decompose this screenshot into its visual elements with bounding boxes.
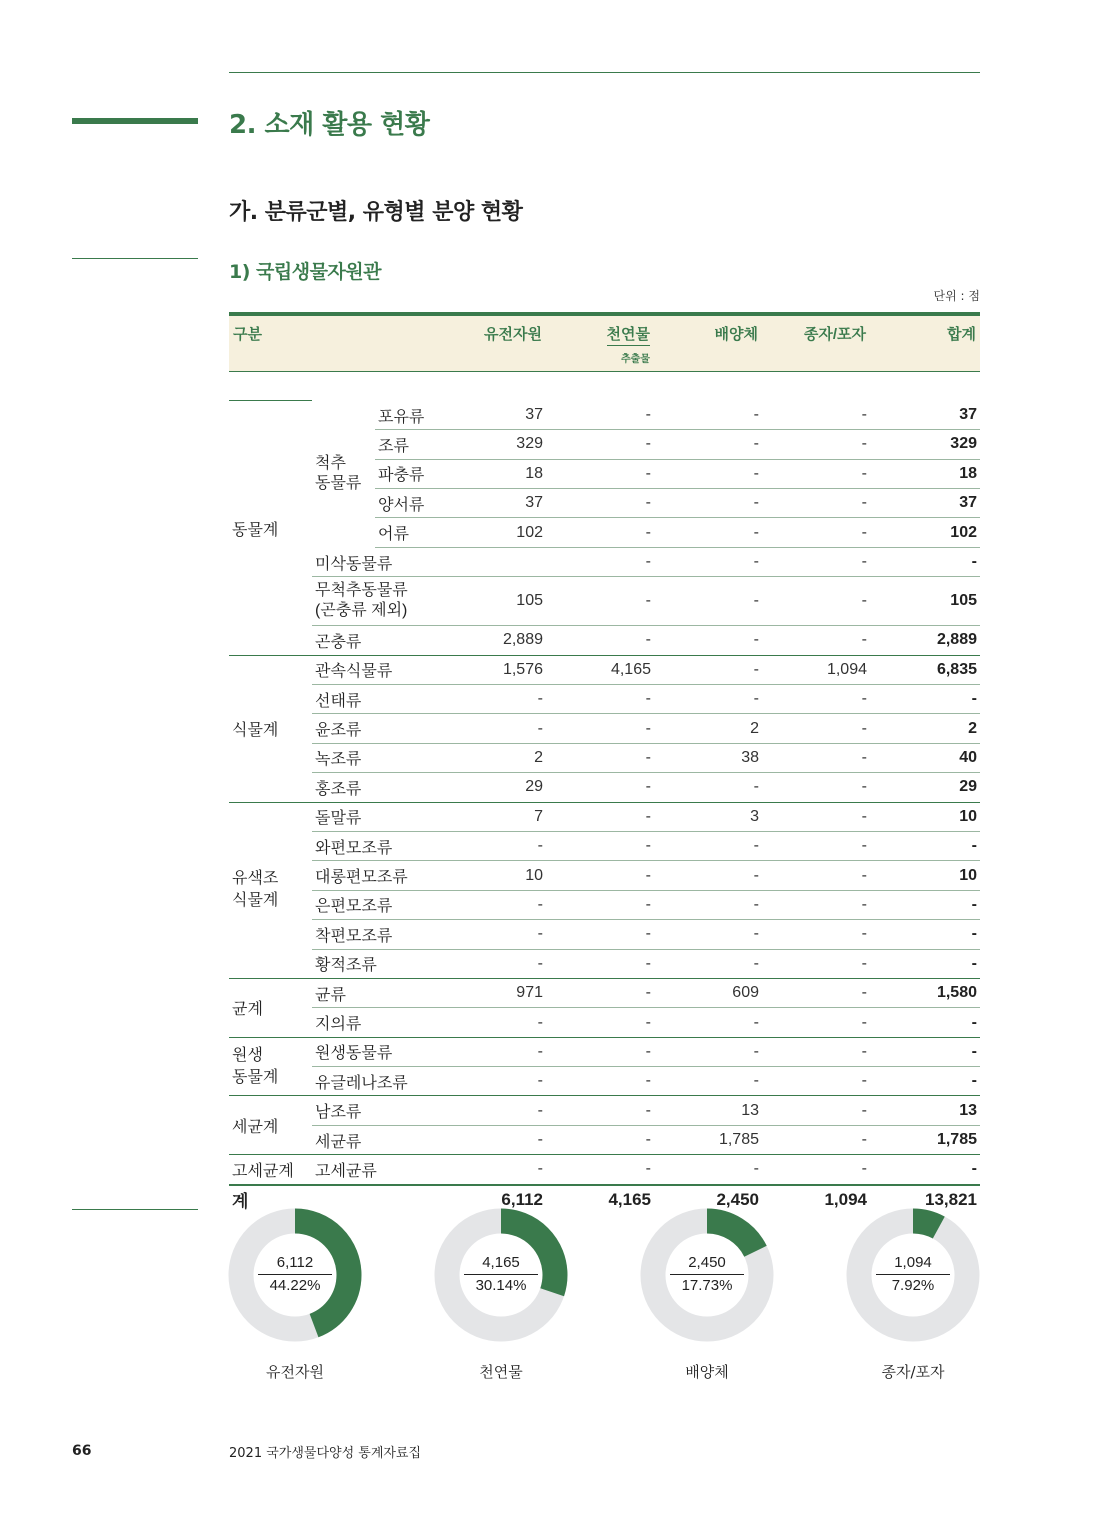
cell-seed: - (762, 890, 870, 919)
table-row (229, 547, 980, 576)
cell-natural: - (546, 1096, 654, 1125)
table-row (229, 1155, 980, 1185)
table-row (229, 978, 980, 1007)
donut-slice (447, 1221, 555, 1329)
cell-total: - (870, 685, 980, 714)
row-label: 곤충류 (312, 626, 438, 655)
row-label: 미삭동물류 (312, 547, 438, 576)
group-animal: 동물계 (229, 401, 312, 655)
donut-value: 4,165 (482, 1254, 520, 1271)
donut-divider (464, 1274, 538, 1275)
donut-percent: 30.14% (475, 1277, 527, 1294)
row-label: 착편모조류 (312, 920, 438, 949)
cell-genetic: 971 (438, 978, 546, 1007)
row-label: 균류 (312, 978, 438, 1007)
cell-genetic: 2,889 (438, 626, 546, 655)
row-label: 고세균류 (315, 1162, 377, 1180)
cell-genetic: 37 (438, 489, 546, 518)
section-accent-bar (72, 118, 198, 124)
cell-natural: - (546, 518, 654, 547)
table-row (229, 577, 980, 626)
group-chromista: 유색조 식물계 (229, 802, 312, 978)
table-row (229, 655, 980, 684)
donut-divider (258, 1274, 332, 1275)
cell-natural: - (546, 714, 654, 743)
cell-total: 1,580 (870, 978, 980, 1007)
row-label: 파충류 (375, 459, 438, 488)
cell-total: 37 (870, 401, 980, 430)
cell-total: 18 (870, 459, 980, 488)
cell-genetic: 37 (438, 401, 546, 430)
cell-natural: - (546, 949, 654, 978)
unit-label: 단위 : 점 (933, 289, 980, 303)
cell-genetic: 105 (438, 577, 546, 626)
cell-seed: - (762, 577, 870, 626)
row-label: 원생동물류 (312, 1037, 438, 1066)
cell-seed: - (762, 547, 870, 576)
cell-culture: - (654, 890, 762, 919)
donut-label: 종자/포자 (881, 1363, 945, 1381)
cell-total: 2 (870, 714, 980, 743)
row-label: 포유류 (375, 401, 438, 430)
total-culture: 2,450 (654, 1185, 762, 1214)
cell-culture: 3 (654, 802, 762, 831)
donut-value: 1,094 (894, 1254, 932, 1271)
cell-natural: - (546, 1008, 654, 1037)
cell-genetic: - (438, 714, 546, 743)
total-seed: 1,094 (762, 1185, 870, 1214)
row-label: 녹조류 (312, 743, 438, 772)
cell-culture: 609 (654, 978, 762, 1007)
row-label: 조류 (375, 430, 438, 459)
cell-seed: - (762, 802, 870, 831)
cell-total: 13 (870, 1096, 980, 1125)
cell-culture: - (654, 430, 762, 459)
cell-culture: - (654, 626, 762, 655)
header-natural (546, 314, 654, 372)
cell-genetic: 29 (438, 773, 546, 802)
cell-natural: - (546, 401, 654, 430)
cell-seed: - (762, 626, 870, 655)
donut-percent: 17.73% (681, 1277, 733, 1294)
donut-natural-svg (434, 1208, 568, 1342)
cell-seed: - (762, 978, 870, 1007)
cell-genetic: 10 (438, 861, 546, 890)
cell-genetic: - (438, 1037, 546, 1066)
cell-natural: - (546, 1125, 654, 1154)
cell-seed: - (762, 1096, 870, 1125)
cell-seed: - (762, 459, 870, 488)
cell-natural: - (546, 802, 654, 831)
donut-label: 유전자원 (266, 1363, 324, 1381)
table-row (229, 1125, 980, 1154)
total-natural: 4,165 (546, 1185, 654, 1214)
row-label: 윤조류 (312, 714, 438, 743)
donut-track (859, 1221, 967, 1329)
cell-culture: 2 (654, 714, 762, 743)
cell-total: - (870, 890, 980, 919)
page-number: 66 (72, 1443, 92, 1459)
cell-culture: - (654, 685, 762, 714)
table-row (229, 401, 980, 430)
row-label: 세균류 (312, 1125, 438, 1154)
cell-seed: 1,094 (762, 655, 870, 684)
donut-percent: 7.92% (891, 1277, 935, 1294)
cell-seed: - (861, 1160, 867, 1178)
row-label: 와편모조류 (312, 831, 438, 860)
cell-seed: - (762, 1125, 870, 1154)
cell-culture: - (654, 949, 762, 978)
cell-total: 40 (870, 743, 980, 772)
cell-natural: - (546, 685, 654, 714)
cell-total: - (870, 920, 980, 949)
donut-divider (670, 1274, 744, 1275)
row-label: 관속식물류 (312, 655, 438, 684)
cell-natural: - (546, 831, 654, 860)
row-label: 무척추동물류 (곤충류 제외) (312, 577, 438, 626)
cell-seed: - (762, 685, 870, 714)
cell-genetic: 7 (438, 802, 546, 831)
donut-seed (846, 1208, 980, 1381)
cell-genetic: - (438, 831, 546, 860)
row-label: 홍조류 (312, 773, 438, 802)
cell-seed: - (762, 401, 870, 430)
cell-culture: - (654, 655, 762, 684)
group-bacteria: 세균계 (229, 1096, 312, 1155)
donut-slice (241, 1221, 349, 1329)
cell-natural: - (546, 1037, 654, 1066)
donut-track (241, 1221, 349, 1329)
cell-total: - (870, 1008, 980, 1037)
donut-label: 배양체 (685, 1363, 729, 1381)
cell-natural: - (546, 1067, 654, 1096)
table-row (229, 1096, 980, 1125)
row-label: 지의류 (312, 1008, 438, 1037)
total-genetic: 6,112 (438, 1185, 546, 1214)
cell-seed: - (762, 518, 870, 547)
cell-genetic: 329 (438, 430, 546, 459)
group-plant: 식물계 (229, 655, 312, 802)
row-label: 돌말류 (312, 802, 438, 831)
cell-genetic: - (438, 685, 546, 714)
donut-genetic (228, 1208, 362, 1381)
cell-culture: - (654, 547, 762, 576)
cell-genetic: 2 (438, 743, 546, 772)
cell-culture: - (654, 401, 762, 430)
group-archaea: 고세균계 (232, 1162, 294, 1180)
cell-total: 29 (870, 773, 980, 802)
cell-seed: - (762, 920, 870, 949)
cell-culture: - (654, 920, 762, 949)
cell-culture: 1,785 (654, 1125, 762, 1154)
cell-seed: - (762, 831, 870, 860)
donut-slice (859, 1221, 967, 1329)
cell-culture: - (654, 861, 762, 890)
side-rule (72, 258, 198, 259)
cell-culture: - (654, 1008, 762, 1037)
cell-natural: - (546, 890, 654, 919)
cell-genetic: - (438, 1067, 546, 1096)
cell-culture: - (654, 577, 762, 626)
header-genetic: 유전자원 (438, 314, 546, 372)
donut-natural (434, 1208, 568, 1381)
table-header-row (229, 314, 980, 372)
cell-genetic: - (438, 920, 546, 949)
cell-total: - (870, 1067, 980, 1096)
header-group: 구분 (229, 314, 438, 372)
cell-total: 1,785 (870, 1125, 980, 1154)
cell-genetic: - (438, 1096, 546, 1125)
group-protozoa: 원생 동물계 (229, 1037, 312, 1096)
cell-total: 329 (870, 430, 980, 459)
cell-natural: - (546, 430, 654, 459)
cell-total: - (971, 1160, 977, 1178)
cell-genetic: 18 (438, 459, 546, 488)
row-label: 어류 (375, 518, 438, 547)
subgroup-vertebrate: 척추 동물류 (315, 455, 362, 493)
cell-culture: - (654, 489, 762, 518)
section-title: 2. 소재 활용 현황 (229, 110, 430, 140)
cell-culture: - (654, 459, 762, 488)
header-seed: 종자/포자 (762, 314, 870, 372)
cell-natural: - (546, 861, 654, 890)
cell-natural: - (546, 920, 654, 949)
row-label: 남조류 (312, 1096, 438, 1125)
donut-value: 2,450 (688, 1254, 726, 1271)
donut-track (447, 1221, 555, 1329)
donut-label: 천연물 (479, 1363, 523, 1381)
subsubsection-title: 1) 국립생물자원관 (229, 261, 381, 283)
cell-natural: - (546, 547, 654, 576)
cell-seed: - (762, 1067, 870, 1096)
donut-slice (653, 1221, 761, 1329)
cell-total: 37 (870, 489, 980, 518)
donut-value: 6,112 (276, 1254, 314, 1271)
row-label: 선태류 (312, 685, 438, 714)
cell-total: - (870, 547, 980, 576)
row-label: 은편모조류 (312, 890, 438, 919)
cell-culture: - (654, 1037, 762, 1066)
row-label: 양서류 (375, 489, 438, 518)
header-total: 합계 (870, 314, 980, 372)
cell-culture: 38 (654, 743, 762, 772)
donut-genetic-svg (228, 1208, 362, 1342)
cell-culture: - (654, 831, 762, 860)
row-label: 황적조류 (312, 949, 438, 978)
cell-genetic (438, 547, 546, 576)
donut-divider (876, 1274, 950, 1275)
cell-natural: - (645, 1160, 651, 1178)
table-row (229, 802, 980, 831)
header-natural-label: 천연물 (607, 323, 650, 346)
cell-total: - (870, 831, 980, 860)
cell-total: - (870, 949, 980, 978)
cell-natural: - (546, 743, 654, 772)
table-row (229, 743, 980, 772)
cell-culture: 13 (654, 1096, 762, 1125)
cell-genetic: 102 (438, 518, 546, 547)
table-row (229, 773, 980, 802)
cell-natural: - (546, 626, 654, 655)
cell-seed: - (762, 743, 870, 772)
cell-seed: - (762, 861, 870, 890)
cell-culture: - (654, 773, 762, 802)
cell-total: 6,835 (870, 655, 980, 684)
table-total-row (229, 1185, 980, 1214)
group-fungi: 균계 (229, 978, 312, 1037)
cell-seed: - (762, 773, 870, 802)
cell-seed: - (762, 489, 870, 518)
cell-culture: - (654, 518, 762, 547)
cell-total: 102 (870, 518, 980, 547)
cell-natural: - (546, 773, 654, 802)
cell-total: 2,889 (870, 626, 980, 655)
table-row (229, 626, 980, 655)
cell-seed: - (762, 949, 870, 978)
cell-total: - (870, 1037, 980, 1066)
cell-seed: - (762, 1037, 870, 1066)
side-rule-bottom (72, 1209, 198, 1210)
cell-culture: - (654, 1067, 762, 1096)
table-row (229, 1067, 980, 1096)
table-row (229, 920, 980, 949)
cell-natural: - (546, 489, 654, 518)
donut-culture (640, 1208, 774, 1381)
cell-natural: - (546, 459, 654, 488)
header-natural-sub: 추출물 (621, 354, 650, 365)
cell-total: 10 (870, 861, 980, 890)
row-label: 대롱편모조류 (312, 861, 438, 890)
cell-total: 105 (870, 577, 980, 626)
header-culture: 배양체 (654, 314, 762, 372)
cell-seed: - (762, 430, 870, 459)
table-row (229, 890, 980, 919)
total-label: 계 (229, 1185, 438, 1214)
footer-publication: 2021 국가생물다양성 통계자료집 (229, 1446, 422, 1461)
donut-seed-svg (846, 1208, 980, 1342)
cell-genetic: 1,576 (438, 655, 546, 684)
cell-culture: - (753, 1160, 759, 1178)
subsection-title: 가. 분류군별, 유형별 분양 현황 (229, 200, 523, 225)
donut-culture-svg (640, 1208, 774, 1342)
row-label: 유글레나조류 (312, 1067, 438, 1096)
table-row (229, 685, 980, 714)
top-rule (229, 72, 980, 73)
cell-seed: - (762, 714, 870, 743)
cell-natural: - (546, 978, 654, 1007)
cell-genetic: - (438, 1125, 546, 1154)
table-row (229, 1008, 980, 1037)
table-row (229, 949, 980, 978)
donut-percent: 44.22% (269, 1277, 321, 1294)
cell-natural: - (546, 577, 654, 626)
cell-total: 10 (870, 802, 980, 831)
table-row (229, 831, 980, 860)
distribution-table (229, 312, 980, 1214)
donut-track (653, 1221, 761, 1329)
cell-natural: 4,165 (546, 655, 654, 684)
total-total: 13,821 (870, 1185, 980, 1214)
table-row (229, 861, 980, 890)
cell-genetic: - (438, 890, 546, 919)
cell-genetic: - (438, 1008, 546, 1037)
table-row (229, 714, 980, 743)
cell-genetic: - (537, 1160, 543, 1178)
cell-seed: - (762, 1008, 870, 1037)
table-row (229, 1037, 980, 1066)
cell-genetic: - (438, 949, 546, 978)
